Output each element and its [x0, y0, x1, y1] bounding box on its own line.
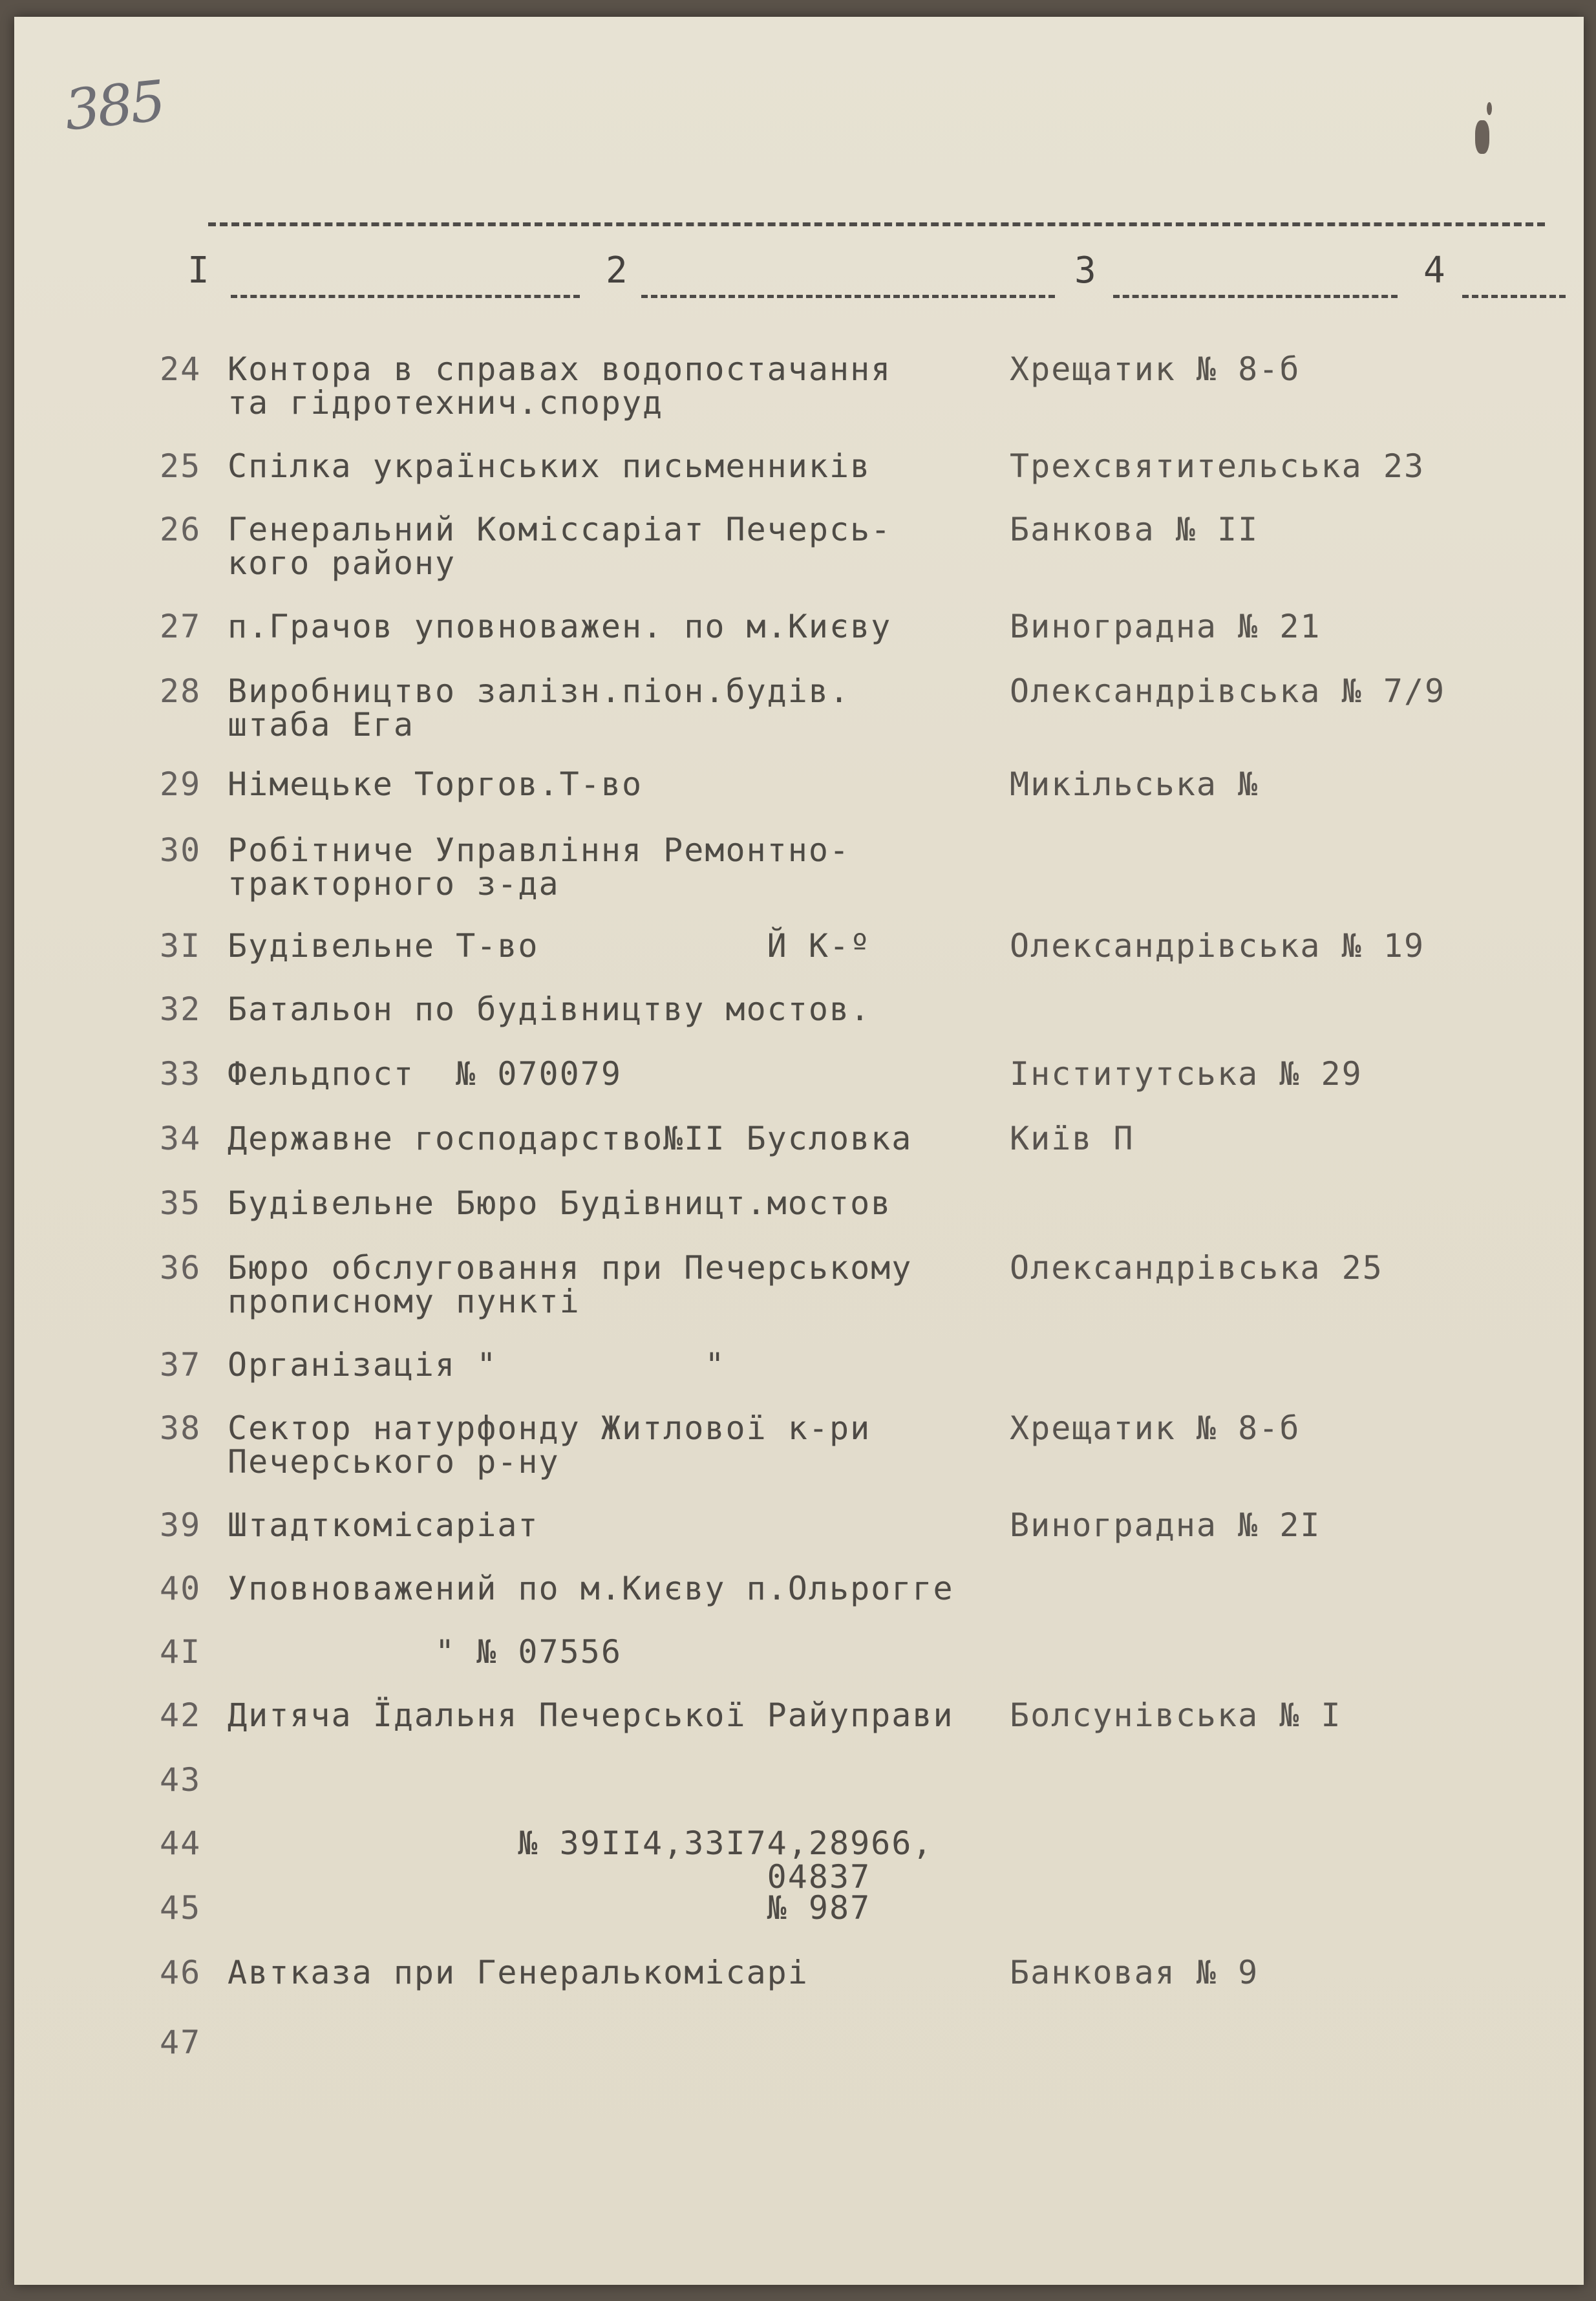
entry-number: 35	[160, 1184, 202, 1222]
entry-number: 40	[160, 1570, 202, 1607]
entry-name-line: " № 07556	[228, 1633, 622, 1671]
entry-address: Хрещатик № 8-б	[1010, 1409, 1301, 1447]
entry-name-line: штаба Ега	[228, 706, 414, 744]
entry-name-line: тракторного з-да	[228, 865, 560, 903]
entry-address: Банковая № 9	[1010, 1954, 1259, 1991]
ink-speck	[1475, 120, 1489, 154]
entry-address: Олександрівська 25	[1010, 1249, 1383, 1287]
entry-name-line: Печерського р-ну	[228, 1443, 560, 1481]
entry-number: 28	[160, 672, 202, 710]
header-dash	[641, 295, 1055, 298]
entry-name-line: Бюро обслуговання при Печерському	[228, 1249, 913, 1287]
entry-address: Хрещатик № 8-б	[1010, 350, 1301, 388]
entry-address: Олександрівська № 19	[1010, 927, 1425, 965]
entry-address: Банкова № II	[1010, 511, 1259, 548]
entry-number: 29	[160, 765, 202, 803]
entry-name-line: Автказа при Генералькомісарі	[228, 1954, 809, 1991]
entry-number: 32	[160, 990, 202, 1028]
entry-number: 38	[160, 1409, 202, 1447]
entry-name-line: Державне господарство№II Бусловка	[228, 1120, 913, 1157]
entry-number: 39	[160, 1506, 202, 1544]
entry-number: 3I	[160, 927, 202, 965]
entry-name-line: прописному пункті	[228, 1283, 580, 1320]
column-header-4: 4	[1423, 250, 1445, 292]
column-header-2: 2	[606, 250, 628, 292]
entry-number: 46	[160, 1954, 202, 1991]
entry-number: 24	[160, 350, 202, 388]
entry-name-line: Будівельне Т-во Й К-º	[228, 927, 871, 965]
entry-number: 34	[160, 1120, 202, 1157]
entry-name-line: Сектор натурфонду Житлової к-ри	[228, 1409, 871, 1447]
entry-number: 4I	[160, 1633, 202, 1671]
pencil-page-number: 385	[61, 69, 166, 144]
entry-number: 26	[160, 511, 202, 548]
document-page	[14, 17, 1584, 2285]
entry-name-line: Німецьке Торгов.Т-во	[228, 765, 643, 803]
entry-number: 37	[160, 1346, 202, 1384]
header-dash	[231, 295, 580, 298]
entry-name-line: п.Грачов уповноважен. по м.Києву	[228, 608, 892, 645]
entry-number: 45	[160, 1889, 202, 1927]
entry-address: Інститутська № 29	[1010, 1055, 1363, 1093]
entry-name-line: Робітниче Управління Ремонтно-	[228, 831, 851, 869]
entry-name-line: 04837	[228, 1858, 871, 1896]
header-dash	[1113, 295, 1398, 298]
column-header-3: 3	[1074, 250, 1096, 292]
entry-number: 36	[160, 1249, 202, 1287]
entry-name-line: Будівельне Бюро Будівницт.мостов	[228, 1184, 892, 1222]
entry-address: Болсунівська № I	[1010, 1696, 1342, 1734]
entry-number: 33	[160, 1055, 202, 1093]
entry-address: Микільська №	[1010, 765, 1259, 803]
entry-number: 27	[160, 608, 202, 645]
entry-name-line: Генеральний Комісcаріат Печерсь-	[228, 511, 892, 548]
header-rule	[208, 222, 1545, 226]
header-dash	[1462, 295, 1566, 298]
entry-number: 42	[160, 1696, 202, 1734]
entry-name-line: Виробництво залізн.піон.будів.	[228, 672, 851, 710]
entry-address: Трехсвятительська 23	[1010, 447, 1425, 485]
entry-number: 47	[160, 2024, 202, 2061]
entry-address: Виноградна № 21	[1010, 608, 1321, 645]
entry-address: Олександрівська № 7/9	[1010, 672, 1446, 710]
entry-name-line: № 987	[228, 1889, 871, 1927]
entry-name-line: Контора в справах водопостачання	[228, 350, 892, 388]
entry-name-line: Батальон по будівництву мостов.	[228, 990, 871, 1028]
entry-name-line: Організація " "	[228, 1346, 726, 1384]
entry-address: Виноградна № 2I	[1010, 1506, 1321, 1544]
entry-name-line: Дитяча Їдальня Печерської Райуправи	[228, 1696, 954, 1734]
entry-address: Київ П	[1010, 1120, 1134, 1157]
entry-number: 43	[160, 1761, 202, 1799]
entry-name-line: Уповноважений по м.Києву п.Ольрогге	[228, 1570, 954, 1607]
entry-number: 30	[160, 831, 202, 869]
entry-number: 25	[160, 447, 202, 485]
entry-name-line: та гідротехнич.споруд	[228, 384, 664, 422]
entry-name-line: Фельдпост № 070079	[228, 1055, 622, 1093]
entry-name-line: кого району	[228, 544, 456, 582]
entry-name-line: Спілка українських письменників	[228, 447, 871, 485]
entry-name-line: Штадткомісаріат	[228, 1506, 539, 1544]
column-header-1: I	[187, 250, 209, 292]
entry-name-line: № 39II4,33I74,28966,	[228, 1825, 933, 1862]
entry-number: 44	[160, 1825, 202, 1862]
ink-speck	[1487, 102, 1492, 115]
